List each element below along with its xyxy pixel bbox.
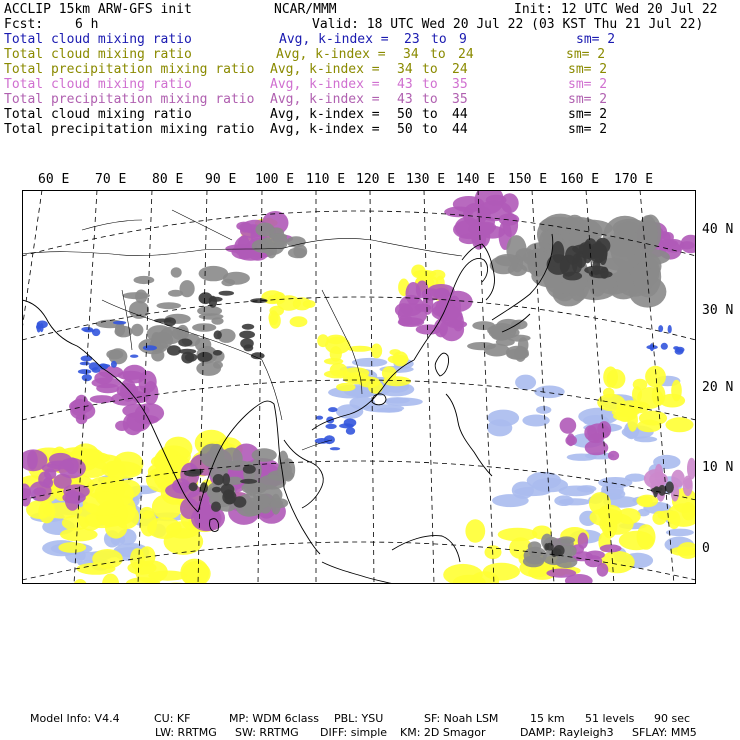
purple-cloud <box>683 476 693 497</box>
dark-gray-cloud <box>167 345 181 355</box>
purple-cloud <box>597 563 609 577</box>
blue-cloud <box>37 321 48 329</box>
yellow-cloud <box>603 388 614 398</box>
lon-label: 80 E <box>152 172 184 187</box>
yellow-cloud <box>60 528 98 542</box>
gray-cloud <box>556 556 578 568</box>
gray-cloud <box>542 229 570 242</box>
dark-gray-cloud <box>178 339 192 347</box>
blue-cloud <box>111 361 117 368</box>
gray-cloud <box>252 448 277 462</box>
legend-to: to <box>422 77 438 92</box>
legend-k2: 24 <box>452 62 468 77</box>
yellow-cloud <box>77 563 116 575</box>
lat-label: 0 <box>702 541 710 556</box>
purple-cloud <box>486 195 507 206</box>
legend-field: Total precipitation mixing ratio <box>4 122 255 137</box>
dark-gray-cloud <box>658 485 666 496</box>
lon-label: 70 E <box>95 172 127 187</box>
fcst-label: Fcst: <box>4 17 44 32</box>
yellow-cloud <box>637 524 656 550</box>
dark-gray-cloud <box>583 241 593 264</box>
light-blue-cloud <box>634 436 657 442</box>
gray-cloud <box>196 361 221 376</box>
legend-to: to <box>430 47 446 62</box>
purple-cloud <box>608 451 619 461</box>
lon-label: 90 E <box>205 172 237 187</box>
legend-avg: Avg, k-index = <box>279 32 389 47</box>
gray-cloud <box>524 547 547 565</box>
footer-item: DIFF: simple <box>320 726 388 739</box>
purple-cloud <box>567 433 575 446</box>
legend-k2: 35 <box>452 92 468 107</box>
legend-k1: 34 <box>397 62 413 77</box>
legend-sm: sm= 2 <box>568 92 608 107</box>
blue-cloud <box>344 418 357 427</box>
purple-cloud <box>65 490 80 511</box>
legend-to: to <box>422 107 438 122</box>
dark-gray-cloud <box>225 494 236 505</box>
legend-avg: Avg, k-index = <box>270 62 380 77</box>
legend-k1: 50 <box>397 122 413 137</box>
blue-cloud <box>325 424 336 429</box>
legend-avg: Avg, k-index = <box>270 122 380 137</box>
legend-to: to <box>422 62 438 77</box>
yellow-cloud <box>290 316 308 327</box>
gray-cloud <box>134 276 155 284</box>
dark-gray-cloud <box>213 350 222 356</box>
legend-sm: sm= 2 <box>576 32 616 47</box>
legend-k2: 9 <box>459 32 467 47</box>
light-blue-cloud <box>522 415 549 427</box>
lon-label: 160 E <box>560 172 600 187</box>
init-time: Init: 12 UTC Wed 20 Jul 22 <box>514 2 718 17</box>
legend-k1: 50 <box>397 107 413 122</box>
yellow-cloud <box>392 351 408 366</box>
yellow-cloud <box>658 510 678 520</box>
footer-item: 51 levels <box>585 712 635 725</box>
blue-cloud <box>81 327 93 332</box>
blue-cloud <box>80 362 90 365</box>
gray-cloud <box>506 346 529 359</box>
blue-cloud <box>668 325 672 333</box>
yellow-cloud <box>269 313 281 329</box>
map-panel <box>22 190 696 584</box>
gray-cloud <box>199 266 229 281</box>
lat-label: 30 N <box>702 303 734 318</box>
gray-cloud <box>151 349 164 362</box>
yellow-cloud <box>359 377 381 388</box>
gray-cloud <box>287 236 306 247</box>
footer-item: CU: KF <box>154 712 191 725</box>
legend-avg: Avg, k-index = <box>270 107 380 122</box>
yellow-cloud <box>164 528 204 555</box>
footer-item: Model Info: V4.4 <box>30 712 120 725</box>
yellow-cloud <box>612 408 640 417</box>
purple-cloud <box>123 365 147 384</box>
dark-gray-cloud <box>243 465 256 474</box>
gray-cloud <box>180 280 195 297</box>
gray-cloud <box>106 350 123 360</box>
gray-cloud <box>516 248 535 261</box>
light-blue-cloud <box>488 410 520 427</box>
lon-label: 130 E <box>406 172 446 187</box>
blue-cloud <box>661 343 668 350</box>
legend-sm: sm= 2 <box>566 47 606 62</box>
footer-item: SFLAY: MM5 <box>632 726 697 739</box>
dark-gray-cloud <box>199 292 213 304</box>
yellow-cloud <box>324 370 351 378</box>
yellow-cloud <box>58 542 86 553</box>
dark-gray-cloud <box>243 344 253 351</box>
legend-k2: 24 <box>458 47 474 62</box>
gray-cloud <box>467 342 496 350</box>
footer-item: 90 sec <box>654 712 691 725</box>
dark-gray-cloud <box>212 487 221 493</box>
purple-cloud <box>476 215 495 229</box>
dark-gray-cloud <box>219 291 234 296</box>
purple-cloud <box>54 474 72 489</box>
yellow-cloud <box>639 496 652 506</box>
footer-item: DAMP: Rayleigh3 <box>520 726 614 739</box>
lon-label: 150 E <box>508 172 548 187</box>
dark-gray-cloud <box>211 502 221 512</box>
legend-k2: 44 <box>452 107 468 122</box>
purple-cloud <box>239 222 252 232</box>
dark-gray-cloud <box>164 317 176 326</box>
legend-to: to <box>422 92 438 107</box>
legend-k1: 23 <box>404 32 420 47</box>
legend-k1: 43 <box>397 77 413 92</box>
lat-label: 20 N <box>702 380 734 395</box>
purple-cloud <box>70 402 95 420</box>
yellow-cloud <box>666 417 694 432</box>
gray-cloud <box>171 267 182 277</box>
footer-item: SW: RRTMG <box>235 726 299 739</box>
lon-label: 120 E <box>356 172 396 187</box>
lat-label: 40 N <box>702 222 734 237</box>
blue-cloud <box>316 416 323 420</box>
dark-gray-cloud <box>240 479 257 484</box>
legend-sm: sm= 2 <box>568 62 608 77</box>
gray-cloud <box>253 494 270 509</box>
legend-sm: sm= 2 <box>568 77 608 92</box>
purple-cloud <box>399 295 424 316</box>
purple-cloud <box>130 386 150 403</box>
yellow-cloud <box>637 420 662 433</box>
gray-cloud <box>131 324 143 336</box>
footer-item: 15 km <box>530 712 565 725</box>
valid-time: Valid: 18 UTC Wed 20 Jul 22 (03 KST Thu 21 Jul 22) <box>312 17 704 32</box>
dark-gray-cloud <box>239 331 255 339</box>
dark-gray-cloud <box>665 481 674 493</box>
light-blue-cloud <box>554 495 573 506</box>
model-title: ACCLIP 15km ARW-GFS init <box>4 2 192 17</box>
light-blue-cloud <box>534 386 564 399</box>
footer-item: LW: RRTMG <box>155 726 217 739</box>
gray-cloud <box>199 313 224 319</box>
center-label: NCAR/MMM <box>274 2 337 17</box>
dark-gray-cloud <box>554 545 565 556</box>
dark-gray-cloud <box>594 241 604 264</box>
dark-gray-cloud <box>242 324 254 330</box>
purple-cloud <box>434 319 448 338</box>
purple-cloud <box>443 291 472 312</box>
gray-cloud <box>157 302 182 309</box>
legend-k2: 44 <box>452 122 468 137</box>
dark-gray-cloud <box>214 330 222 339</box>
blue-cloud <box>130 355 138 358</box>
yellow-cloud <box>670 547 696 556</box>
footer-item: PBL: YSU <box>334 712 384 725</box>
purple-cloud <box>588 434 604 443</box>
legend-field: Total cloud mixing ratio <box>4 32 192 47</box>
dark-gray-cloud <box>213 474 224 485</box>
yellow-cloud <box>681 502 695 520</box>
lon-label: 110 E <box>306 172 346 187</box>
light-blue-cloud <box>385 397 410 403</box>
blue-cloud <box>92 329 100 337</box>
lon-label: 60 E <box>38 172 70 187</box>
blue-cloud <box>82 374 92 381</box>
blue-cloud <box>78 369 91 374</box>
blue-cloud <box>328 407 337 412</box>
light-blue-cloud <box>598 477 632 488</box>
yellow-cloud <box>336 383 355 391</box>
blue-cloud <box>113 321 126 325</box>
legend-field: Total cloud mixing ratio <box>4 107 192 122</box>
yellow-cloud <box>277 295 301 310</box>
gray-cloud <box>277 462 292 478</box>
yellow-cloud <box>607 369 626 389</box>
blue-cloud <box>143 345 157 350</box>
yellow-cloud <box>38 500 55 523</box>
purple-cloud <box>38 471 52 487</box>
footer-item: MP: WDM 6class <box>229 712 319 725</box>
dark-gray-cloud <box>546 543 554 551</box>
purple-cloud <box>600 544 622 552</box>
blue-cloud <box>346 427 355 434</box>
legend-k2: 35 <box>452 77 468 92</box>
light-blue-cloud <box>558 486 594 497</box>
blue-cloud <box>675 347 684 353</box>
yellow-cloud <box>371 344 382 359</box>
gray-cloud <box>252 239 275 253</box>
legend-to: to <box>431 32 447 47</box>
yellow-cloud <box>107 460 126 481</box>
blue-cloud <box>330 447 340 450</box>
purple-cloud <box>126 412 150 432</box>
legend-field: Total cloud mixing ratio <box>4 77 192 92</box>
purple-cloud <box>46 461 73 470</box>
yellow-cloud <box>105 517 127 539</box>
dark-gray-cloud <box>178 349 196 354</box>
lat-label: 10 N <box>702 460 734 475</box>
dark-gray-cloud <box>547 254 570 275</box>
gray-cloud <box>558 536 575 543</box>
footer-item: KM: 2D Smagor <box>400 726 486 739</box>
dark-gray-cloud <box>197 352 212 362</box>
gray-cloud <box>565 546 577 557</box>
yellow-cloud <box>637 387 663 409</box>
light-blue-cloud <box>515 375 536 390</box>
legend-field: Total precipitation mixing ratio <box>4 92 255 107</box>
yellow-cloud <box>140 507 154 519</box>
legend-to: to <box>422 122 438 137</box>
dark-gray-cloud <box>600 267 609 279</box>
yellow-cloud <box>411 265 425 279</box>
legend-avg: Avg, k-index = <box>276 47 386 62</box>
lon-label: 170 E <box>614 172 654 187</box>
legend-k1: 34 <box>403 47 419 62</box>
lon-label: 100 E <box>255 172 295 187</box>
lon-label: 140 E <box>456 172 496 187</box>
purple-cloud <box>447 320 468 328</box>
legend-field: Total cloud mixing ratio <box>4 47 192 62</box>
legend-avg: Avg, k-index = <box>270 92 380 107</box>
yellow-cloud <box>598 505 622 522</box>
light-blue-cloud <box>536 406 551 414</box>
yellow-cloud <box>465 519 485 543</box>
gray-cloud <box>610 230 644 269</box>
yellow-cloud <box>645 366 666 388</box>
legend-k1: 43 <box>397 92 413 107</box>
yellow-cloud <box>660 394 686 408</box>
fcst-value: 6 h <box>75 17 99 32</box>
yellow-cloud <box>498 528 538 542</box>
dark-gray-cloud <box>189 482 198 491</box>
legend-sm: sm= 2 <box>568 107 608 122</box>
yellow-cloud <box>135 560 168 583</box>
legend-avg: Avg, k-index = <box>270 77 380 92</box>
gray-cloud <box>271 494 281 515</box>
purple-cloud <box>560 418 577 434</box>
legend-field: Total precipitation mixing ratio <box>4 62 255 77</box>
legend-sm: sm= 2 <box>568 122 608 137</box>
purple-cloud <box>398 317 424 327</box>
yellow-cloud <box>483 563 520 581</box>
light-blue-cloud <box>492 494 529 507</box>
footer-item: SF: Noah LSM <box>424 712 499 725</box>
